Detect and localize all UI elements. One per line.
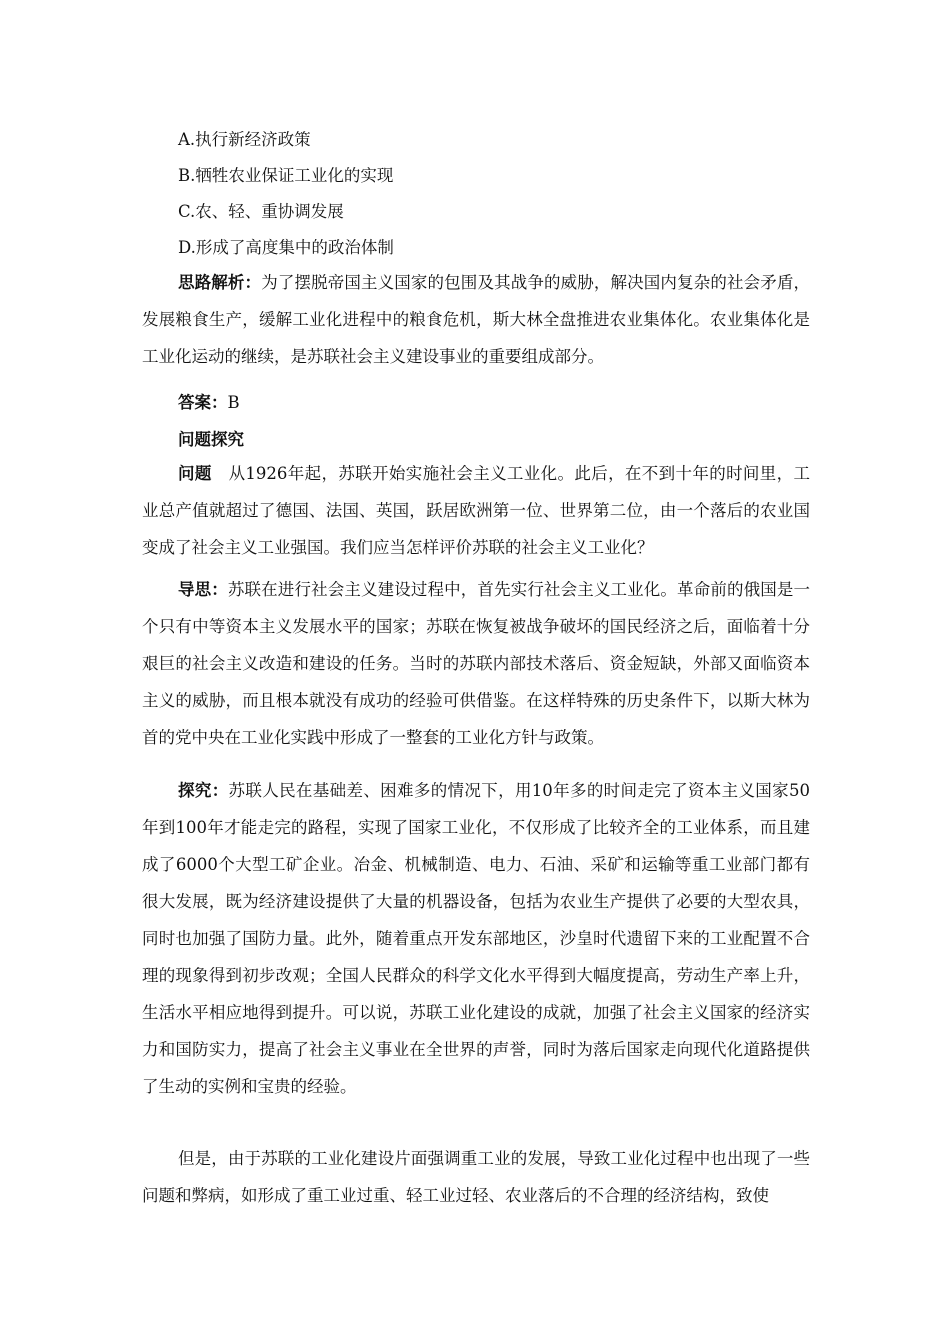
option-b: B.牺牲农业保证工业化的实现 [178,166,394,185]
question-label: 问题 [178,464,212,483]
guide-text: 苏联在进行社会主义建设过程中，首先实行社会主义工业化。革命前的俄国是一个只有中等资本主义发展水平的国家；苏联在恢复被战争破坏的国民经济之后，面临着十分艰巨的社会主义改造和建设的任务。当时的苏联内部技术落后、资金短缺，外部又面临资本主义的威胁，而且根本就没有成功的经验可供借鉴。在这样特殊的历史条件下，以斯大林为首的党中央在工业化实践中形成了一整套的工业化方针与政策。 [142,580,811,747]
closing-paragraph [142,1140,810,1214]
question-text: 从1926年起，苏联开始实施社会主义工业化。此后，在不到十年的时间里，工业总产值就超过了德国、法国、英国，跃居欧洲第一位、世界第二位，由一个落后的农业国变成了社会主义工业强国。我们应当怎样评价苏联的社会主义工业化？ [142,464,810,557]
analysis-label: 思路解析： [178,273,262,292]
analysis-text: 为了摆脱帝国主义国家的包围及其战争的威胁，解决国内复杂的社会矛盾，发展粮食生产，缓解工业化进程中的粮食危机，斯大林全盘推进农业集体化。农业集体化是工业化运动的继续，是苏联社会主义建设事业的重要组成部分。 [142,273,811,366]
explore-text: 苏联人民在基础差、困难多的情况下，用10年多的时间走完了资本主义国家50年到100年才能走完的路程，实现了国家工业化，不仅形成了比较齐全的工业体系，而且建成了6000个大型工矿企业。冶金、机械制造、电力、石油、采矿和运输等重工业部门都有很大发展，既为经济建设提供了大量的机器设备，包括为农业生产提供了必要的大型农具，同时也加强了国防力量。此外，随着重点开发东部地区，沙皇时代遗留下来的工业配置不合理的现象得到初步改观；全国人民群众的科学文化水平得到大幅度提高，劳动生产率上升，生活水平相应地得到提升。可以说，苏联工业化建设的成就，加强了社会主义国家的经济实力和国防实力，提高了社会主义事业在全世界的声誉，同时为落后国家走向现代化道路提供了生动的实例和宝贵的经验。 [142,781,810,1096]
option-c: C.农、轻、重协调发展 [178,202,344,221]
closing-text: 但是，由于苏联的工业化建设片面强调重工业的发展，导致工业化过程中也出现了一些问题和弊病，如形成了重工业过重、轻工业过轻、农业落后的不合理的经济结构，致使 [142,1149,810,1205]
guide-paragraph [142,571,810,756]
answer-label: 答案： [178,393,228,412]
explore-paragraph [142,772,810,1105]
option-d: D.形成了高度集中的政治体制 [178,238,394,257]
question-paragraph [142,455,810,566]
option-a: A.执行新经济政策 [178,130,311,149]
answer-value: B [227,393,240,412]
guide-label: 导思： [178,580,228,599]
explore-label: 探究： [178,781,229,800]
answer-line [178,389,240,413]
section-title: 问题探究 [178,430,244,449]
analysis-paragraph [142,264,810,375]
